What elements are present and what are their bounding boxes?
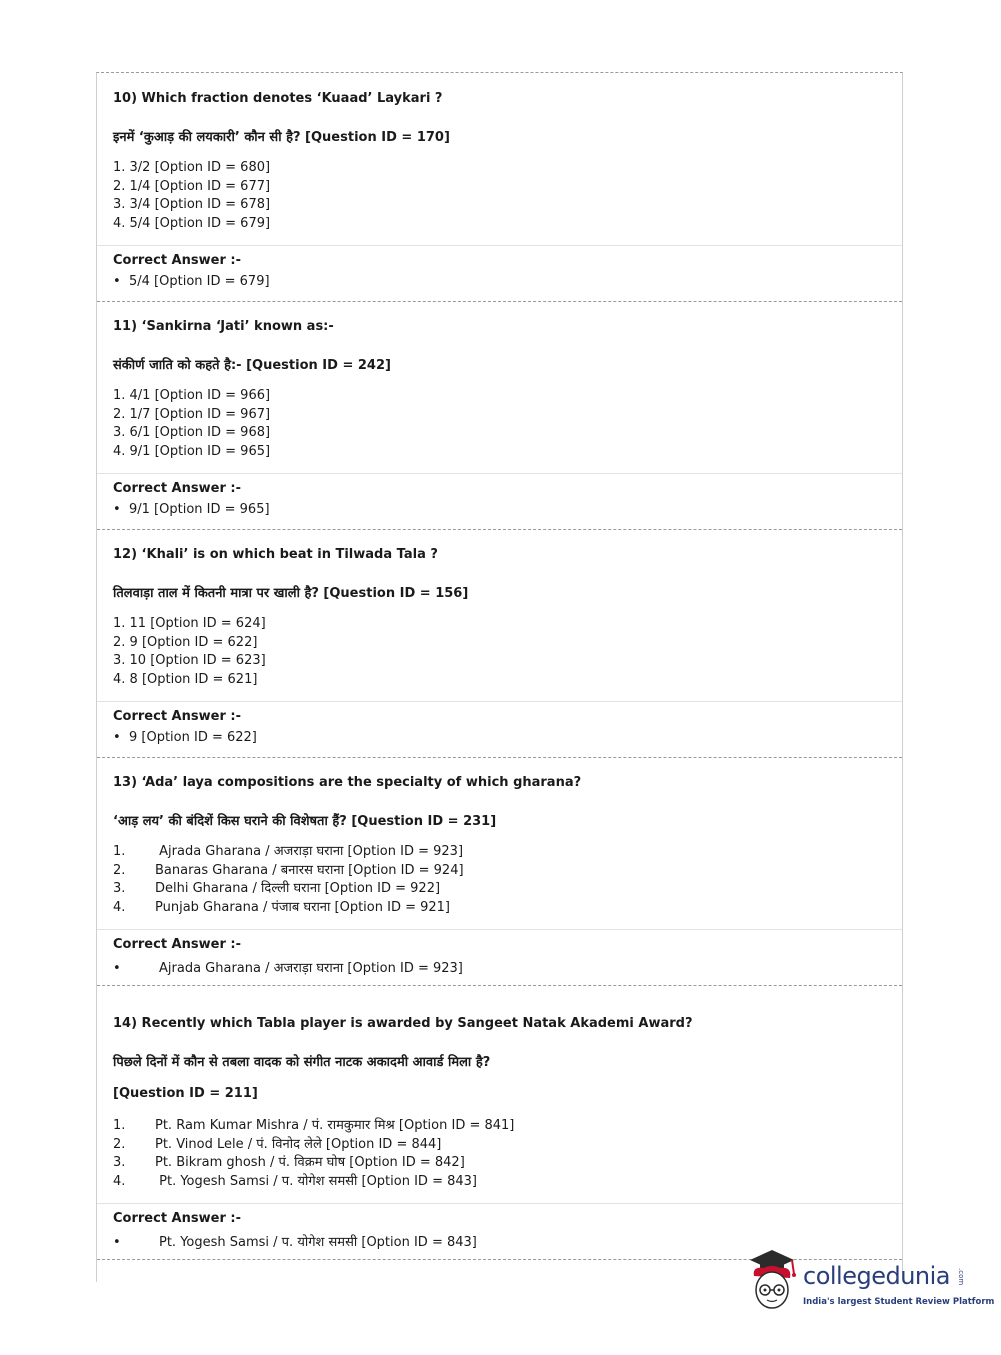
option: 4. 9/1 [Option ID = 965]: [113, 443, 271, 459]
option: 1. 3/2 [Option ID = 680]: [113, 160, 271, 175]
option-text: Delhi Gharana / दिल्ली घराना [Option ID = 922]: [155, 881, 441, 897]
logo-suffix: .com: [957, 1268, 965, 1286]
option: 4. 8 [Option ID = 621]: [113, 671, 258, 687]
question-hindi: संकीर्ण जाति को कहते है:- [Question ID = 242]: [113, 358, 391, 373]
correct-answer-text: 9 [Option ID = 622]: [129, 730, 257, 745]
question-hindi: तिलवाड़ा ताल में कितनी मात्रा पर खाली है? [Question ID = 156]: [113, 586, 469, 601]
option-number: 4.: [113, 1173, 126, 1189]
question-title: 12) ‘Khali’ is on which beat in Tilwada Tala ?: [113, 547, 438, 562]
option-number: 2.: [113, 1136, 126, 1152]
mascot-icon: [742, 1248, 802, 1318]
option-number: 4.: [113, 899, 126, 915]
divider: [97, 245, 902, 246]
correct-answer: [113, 502, 270, 517]
option-text: Pt. Ram Kumar Mishra / पं. रामकुमार मिश्र [Option ID = 841]: [155, 1118, 515, 1133]
correct-answer: [113, 730, 257, 745]
option: 2. 1/7 [Option ID = 967]: [113, 406, 271, 422]
dashed-divider: [97, 757, 902, 758]
options-list: [113, 615, 266, 689]
bullet: •: [113, 502, 121, 517]
option: [113, 899, 464, 918]
dashed-divider: [97, 529, 902, 530]
options-list: [113, 1117, 514, 1191]
dashed-divider: [97, 301, 902, 302]
option: 4. 5/4 [Option ID = 679]: [113, 215, 271, 231]
option: [113, 1154, 514, 1173]
question-hindi: पिछले दिनों में कौन से तबला वादक को संगीत नाटक अकादमी आवार्ड मिला है?: [113, 1055, 491, 1070]
option-text: Banaras Gharana / बनारस घराना [Option ID = 924]: [155, 862, 464, 878]
option: [113, 843, 464, 862]
correct-answer-label: Correct Answer :-: [113, 253, 241, 268]
option-number: 2.: [113, 862, 126, 878]
option: [113, 1173, 514, 1192]
divider: [97, 1203, 902, 1204]
correct-answer-text: Pt. Yogesh Samsi / प. योगेश समसी [Option ID = 843]: [159, 1235, 477, 1250]
option-text: Pt. Yogesh Samsi / प. योगेश समसी [Option ID = 843]: [155, 1173, 477, 1189]
option-text: Ajrada Gharana / अजराड़ा घराना [Option ID = 923]: [155, 844, 464, 859]
option: 2. 9 [Option ID = 622]: [113, 634, 258, 650]
logo-wordmark: collegedunia: [803, 1262, 951, 1290]
question-id: [Question ID = 211]: [113, 1086, 258, 1101]
option-number: 3.: [113, 1155, 126, 1171]
option-number: 1.: [113, 844, 126, 859]
collegedunia-logo[interactable]: [742, 1248, 995, 1318]
option-text: Punjab Gharana / पंजाब घराना [Option ID = 921]: [155, 899, 451, 915]
correct-answer-label: Correct Answer :-: [113, 1211, 241, 1226]
correct-answer-text: 9/1 [Option ID = 965]: [129, 502, 270, 517]
option: 3. 6/1 [Option ID = 968]: [113, 425, 271, 441]
bullet: •: [113, 730, 121, 745]
option-number: 3.: [113, 881, 126, 897]
bullet: •: [113, 1235, 121, 1250]
divider: [97, 929, 902, 930]
correct-answer-text: 5/4 [Option ID = 679]: [129, 274, 270, 289]
question-hindi: इनमें ‘कुआड़ की लयकारी’ कौन सी है? [Question ID = 170]: [113, 130, 450, 145]
options-list: [113, 387, 270, 461]
logo-tagline: India's largest Student Review Platform: [803, 1297, 995, 1307]
bullet: •: [113, 961, 121, 976]
dashed-divider: [97, 985, 902, 986]
correct-answer-label: Correct Answer :-: [113, 709, 241, 724]
question-title: 13) ‘Ada’ laya compositions are the specialty of which gharana?: [113, 775, 582, 790]
option: [113, 862, 464, 881]
question-title: 14) Recently which Tabla player is awarded by Sangeet Natak Akademi Award?: [113, 1016, 693, 1031]
option: 1. 4/1 [Option ID = 966]: [113, 388, 271, 403]
question-hindi: ‘आड़ लय’ की बंदिशें किस घराने की विशेषता हैं? [Question ID = 231]: [113, 814, 497, 829]
option-number: 1.: [113, 1118, 126, 1133]
option: 3. 10 [Option ID = 623]: [113, 653, 266, 669]
bullet: •: [113, 274, 121, 289]
question-title: 11) ‘Sankirna ‘Jati’ known as:-: [113, 319, 334, 334]
question-title: 10) Which fraction denotes ‘Kuaad’ Laykari ?: [113, 91, 443, 106]
option: 3. 3/4 [Option ID = 678]: [113, 197, 271, 213]
question-sheet: [96, 72, 903, 1282]
option-text: Pt. Vinod Lele / पं. विनोद लेले [Option ID = 844]: [155, 1136, 442, 1152]
correct-answer-label: Correct Answer :-: [113, 481, 241, 496]
divider: [97, 701, 902, 702]
option: [113, 1117, 514, 1136]
divider: [97, 473, 902, 474]
options-list: [113, 159, 270, 233]
correct-answer: [113, 274, 270, 289]
correct-answer: [113, 958, 463, 976]
option: [113, 880, 464, 899]
correct-answer-text: Ajrada Gharana / अजराड़ा घराना [Option ID = 923]: [159, 961, 463, 976]
option-text: Pt. Bikram ghosh / पं. विक्रम घोष [Option ID = 842]: [155, 1155, 465, 1171]
option: [113, 1136, 514, 1155]
option: 1. 11 [Option ID = 624]: [113, 616, 266, 631]
correct-answer-label: Correct Answer :-: [113, 937, 241, 952]
option: 2. 1/4 [Option ID = 677]: [113, 178, 271, 194]
correct-answer: [113, 1232, 477, 1250]
options-list: [113, 843, 464, 917]
